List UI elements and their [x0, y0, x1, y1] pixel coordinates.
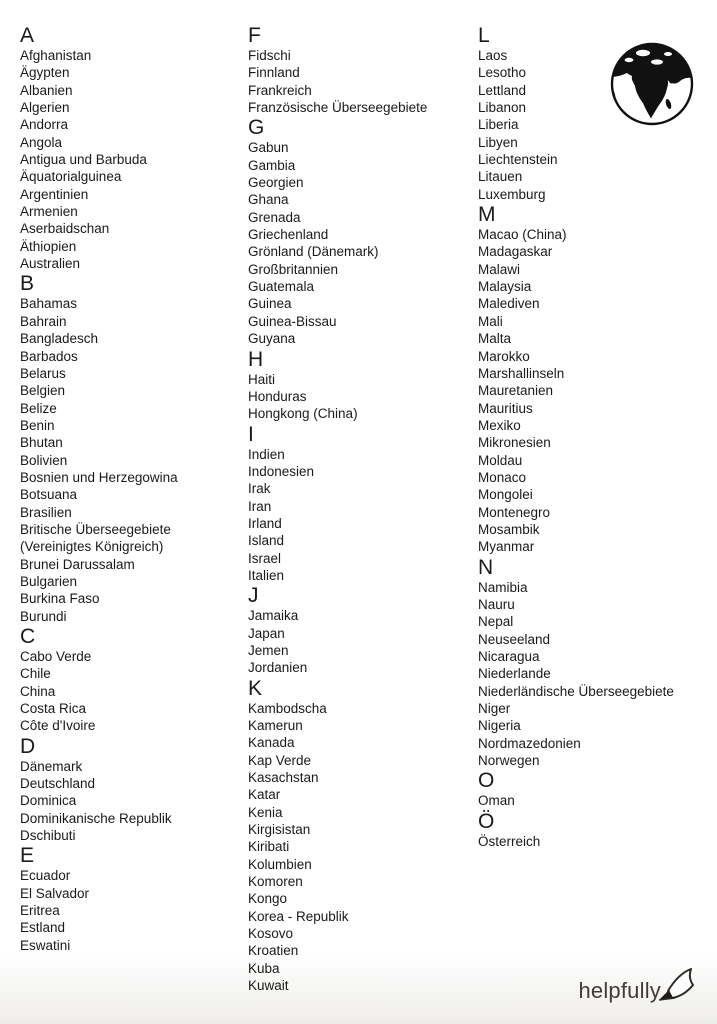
country-item: Barbados	[20, 348, 78, 364]
country-item: Eritrea	[20, 903, 60, 919]
country-item: Libanon	[478, 100, 527, 116]
country-item: Italien	[248, 567, 285, 583]
country-item: Burkina Faso	[20, 591, 100, 607]
letter-heading-a: A	[20, 24, 35, 47]
country-item: Gambia	[248, 157, 296, 173]
country-item: Mali	[478, 313, 503, 329]
helpfully-logo-text: helpfully	[578, 978, 661, 1003]
country-item: Litauen	[478, 169, 523, 185]
letter-heading-c: C	[20, 625, 36, 648]
helpfully-logo	[578, 964, 701, 1008]
country-item: Chile	[20, 666, 51, 682]
country-item: Nepal	[478, 614, 514, 630]
country-item: Kambodscha	[248, 700, 327, 716]
globe-icon	[608, 40, 696, 128]
country-item: Iran	[248, 498, 272, 514]
letter-heading-d: D	[20, 734, 36, 758]
country-item: Katar	[248, 787, 281, 803]
country-item: Äthiopien	[20, 238, 77, 254]
country-item: Brasilien	[20, 504, 72, 520]
country-item: Madagaskar	[478, 244, 553, 260]
letter-heading-l: L	[478, 24, 490, 47]
country-item: Honduras	[248, 388, 307, 404]
column-1	[20, 24, 236, 954]
country-item: Guyana	[248, 331, 296, 347]
country-item: Mongolei	[478, 487, 533, 503]
country-item: Luxemburg	[478, 186, 546, 202]
country-item: Bangladesch	[20, 331, 99, 347]
country-item: Griechenland	[248, 227, 329, 243]
country-item: Lesotho	[478, 65, 527, 81]
country-item: China	[20, 683, 56, 699]
country-item: Antigua und Barbuda	[20, 152, 147, 168]
country-item: Belize	[20, 400, 57, 416]
letter-heading-m: M	[478, 203, 496, 227]
country-item: Burundi	[20, 608, 67, 624]
country-item: Liberia	[478, 117, 519, 133]
country-item: Brunei Darussalam	[20, 556, 135, 572]
country-item: Benin	[20, 417, 55, 433]
column-3	[478, 24, 714, 850]
letter-heading-ö: Ö	[478, 809, 495, 833]
country-item: Äquatorialguinea	[20, 169, 122, 185]
country-item: Ghana	[248, 192, 289, 208]
country-item: Bahamas	[20, 296, 78, 312]
country-item: Kuba	[248, 960, 280, 976]
country-item: Irland	[248, 515, 282, 531]
country-item: Afghanistan	[20, 48, 92, 63]
country-item: Bolivien	[20, 452, 68, 468]
letter-heading-b: B	[20, 272, 35, 296]
country-item: Nigeria	[478, 718, 521, 734]
country-item: Kongo	[248, 891, 288, 907]
letter-heading-e: E	[20, 844, 35, 868]
country-item: Niederlande	[478, 666, 551, 682]
country-item: Angola	[20, 134, 63, 150]
country-item: Malawi	[478, 261, 521, 277]
country-item: Mauretanien	[478, 383, 554, 399]
letter-heading-n: N	[478, 555, 494, 579]
country-item: Nauru	[478, 596, 515, 612]
country-item: Bosnien und Herzegowina	[20, 469, 178, 485]
country-item: Algerien	[20, 100, 70, 116]
letter-heading-k: K	[248, 676, 263, 700]
country-item: El Salvador	[20, 885, 90, 901]
letter-heading-h: H	[248, 347, 264, 371]
country-item: Kasachstan	[248, 770, 319, 786]
country-item: Hongkong (China)	[248, 406, 358, 422]
country-item: Malta	[478, 331, 512, 347]
country-item: Montenegro	[478, 504, 551, 520]
country-item: Kirgisistan	[248, 822, 311, 838]
country-item: Niger	[478, 701, 511, 717]
column-2	[248, 24, 474, 995]
country-item: Kanada	[248, 735, 295, 751]
country-item: Österreich	[478, 833, 541, 849]
country-item: Guinea	[248, 296, 292, 312]
country-item: Mikronesien	[478, 435, 551, 451]
country-item: Grönland (Dänemark)	[248, 244, 379, 260]
country-item: Ecuador	[20, 868, 71, 884]
country-item: Argentinien	[20, 186, 89, 202]
letter-heading-f: F	[248, 24, 261, 47]
letter-heading-i: I	[248, 422, 254, 446]
country-item: Mauritius	[478, 400, 533, 416]
country-item: Dschibuti	[20, 828, 76, 844]
country-item: Indonesien	[248, 463, 315, 479]
country-item: Großbritannien	[248, 261, 339, 277]
country-item: Israel	[248, 550, 282, 566]
country-item: Laos	[478, 48, 508, 63]
country-item: Albanien	[20, 82, 73, 98]
country-item: Finnland	[248, 65, 300, 81]
country-item: Kap Verde	[248, 752, 312, 768]
country-item: Korea - Republik	[248, 908, 349, 924]
country-item: Ägypten	[20, 65, 70, 81]
country-item: Bulgarien	[20, 573, 78, 589]
country-item: Britische Überseegebiete (Vereinigtes Königreich)	[20, 521, 171, 555]
country-item: Marshallinseln	[478, 365, 565, 381]
country-item: Indien	[248, 446, 285, 462]
country-item: Monaco	[478, 469, 527, 485]
country-item: Botsuana	[20, 487, 78, 503]
country-item: Kuwait	[248, 978, 289, 994]
country-item: Belarus	[20, 365, 66, 381]
country-item: Australien	[20, 256, 81, 272]
country-item: Moldau	[478, 452, 523, 468]
country-item: Costa Rica	[20, 701, 87, 717]
country-item: Côte d'Ivoire	[20, 718, 96, 734]
country-item: Estland	[20, 920, 66, 936]
country-item: Island	[248, 533, 285, 549]
country-item: Georgien	[248, 175, 304, 191]
country-item: Oman	[478, 793, 515, 809]
letter-heading-g: G	[248, 116, 265, 140]
country-item: Jemen	[248, 642, 289, 658]
country-item: Französische Überseegebiete	[248, 100, 428, 116]
country-item: Kroatien	[248, 943, 299, 959]
country-item: Jordanien	[248, 660, 308, 676]
country-item: Kenia	[248, 804, 283, 820]
country-item: Neuseeland	[478, 631, 551, 647]
country-item: Cabo Verde	[20, 649, 92, 664]
country-item: Mexiko	[478, 417, 521, 433]
country-item: Bahrain	[20, 313, 67, 329]
country-item: Armenien	[20, 204, 78, 220]
country-item: Andorra	[20, 117, 69, 133]
country-item: Kiribati	[248, 839, 290, 855]
country-item: Kamerun	[248, 718, 303, 733]
country-item: Malediven	[478, 296, 540, 312]
country-item: Bhutan	[20, 435, 63, 451]
country-item: Nicaragua	[478, 649, 540, 664]
country-item: Grenada	[248, 209, 301, 225]
country-item: Macao (China)	[478, 227, 567, 243]
country-item: Kolumbien	[248, 856, 312, 872]
country-item: Deutschland	[20, 776, 96, 792]
country-item: Mosambik	[478, 521, 540, 537]
country-item: Gabun	[248, 140, 289, 156]
country-item: Belgien	[20, 383, 66, 399]
country-item: Dominica	[20, 793, 77, 809]
country-item: Nordmazedonien	[478, 735, 581, 751]
country-item: Haiti	[248, 371, 276, 387]
country-item: Komoren	[248, 874, 303, 890]
country-item: Eswatini	[20, 937, 71, 953]
country-item: Dänemark	[20, 758, 83, 774]
country-item: Kosovo	[248, 926, 294, 942]
country-item: Japan	[248, 625, 285, 641]
curled-page-icon	[655, 964, 701, 1008]
country-item: Guinea-Bissau	[248, 313, 337, 329]
country-item: Lettland	[478, 82, 527, 98]
country-item: Aserbaidschan	[20, 221, 110, 237]
country-item: Norwegen	[478, 753, 540, 769]
country-item: Liechtenstein	[478, 152, 558, 168]
country-item: Myanmar	[478, 539, 535, 555]
country-item: Guatemala	[248, 279, 315, 295]
letter-heading-j: J	[248, 584, 259, 608]
country-item: Dominikanische Republik	[20, 810, 172, 826]
country-item: Malaysia	[478, 279, 532, 295]
country-item: Jamaika	[248, 608, 299, 624]
country-item: Namibia	[478, 579, 528, 595]
country-item: Fidschi	[248, 48, 291, 63]
letter-heading-o: O	[478, 769, 495, 793]
country-item: Marokko	[478, 348, 530, 364]
country-item: Irak	[248, 481, 271, 497]
country-item: Frankreich	[248, 82, 312, 98]
country-item: Niederländische Überseegebiete	[478, 683, 674, 699]
country-item: Libyen	[478, 134, 518, 150]
